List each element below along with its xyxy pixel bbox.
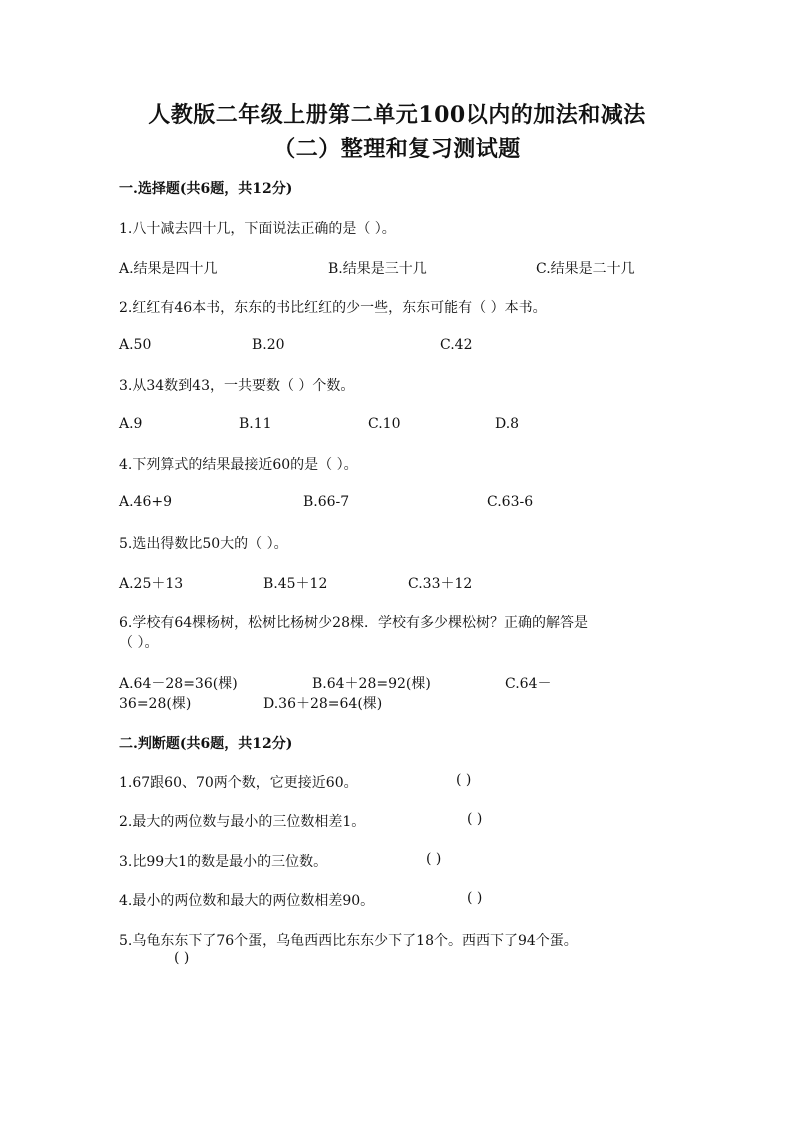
option-b: B.64＋28=92(棵) [312,676,431,692]
question-text: 3.从34数到43，一共要数（ ）个数。 [119,378,355,394]
option-b: B.20 [252,337,285,353]
option-c: C.63-6 [487,494,534,510]
question-text: 2.红红有46本书，东东的书比红红的少一些，东东可能有（ ）本书。 [119,300,547,316]
answer-bracket: ( ) [174,950,190,966]
option-d: D.8 [495,416,520,432]
judgement-item-text: 5.乌龟东东下了76个蛋，乌龟西西比东东少下了18个。西西下了94个蛋。 [119,933,578,949]
judgement-item-text: 1.67跟60、70两个数，它更接近60。 [119,775,358,791]
judgement-item-text: 3.比99大1的数是最小的三位数。 [119,854,328,870]
question-text-cont: （ ）。 [119,635,159,651]
question-text: 6.学校有64棵杨树，松树比杨树少28棵．学校有多少棵松树？正确的解答是 [119,615,588,631]
question-text: 4.下列算式的结果最接近60的是（ ）。 [119,457,358,473]
option-a: A.64－28=36(棵) [119,676,238,692]
option-c: C.33＋12 [408,576,473,592]
option-d: D.36＋28=64(棵) [263,696,383,712]
section-heading-choice: 一.选择题(共6题，共12分) [119,181,293,197]
title-line-2: （二）整理和复习测试题 [273,136,521,162]
option-c-cont: 36=28(棵) [119,696,192,712]
answer-bracket: ( ) [467,890,483,906]
option-b: B.11 [239,416,272,432]
judgement-item-text: 4.最小的两位数和最大的两位数相差90。 [119,893,375,909]
answer-bracket: ( ) [456,772,472,788]
judgement-item-text: 2.最大的两位数与最小的三位数相差1。 [119,814,366,830]
option-a: A.9 [119,416,143,432]
option-b: B.结果是三十几 [328,261,427,277]
option-a: A.25＋13 [119,576,184,592]
option-b: B.45＋12 [263,576,328,592]
question-text: 5.选出得数比50大的（ ）。 [119,536,288,552]
section-heading-judgement: 二.判断题(共6题，共12分) [119,736,293,752]
answer-bracket: ( ) [426,851,442,867]
option-a: A.46+9 [119,494,173,510]
option-a: A.50 [119,337,152,353]
option-c: C.结果是二十几 [536,261,635,277]
option-a: A.结果是四十几 [119,261,218,277]
title-line-1: 人教版二年级上册第二单元100以内的加法和减法 [148,102,646,128]
option-b: B.66-7 [303,494,350,510]
question-text: 1.八十减去四十几，下面说法正确的是（ ）。 [119,221,396,237]
option-c: C.64－ [505,676,552,692]
option-c: C.42 [440,337,473,353]
option-c: C.10 [368,416,401,432]
answer-bracket: ( ) [467,811,483,827]
